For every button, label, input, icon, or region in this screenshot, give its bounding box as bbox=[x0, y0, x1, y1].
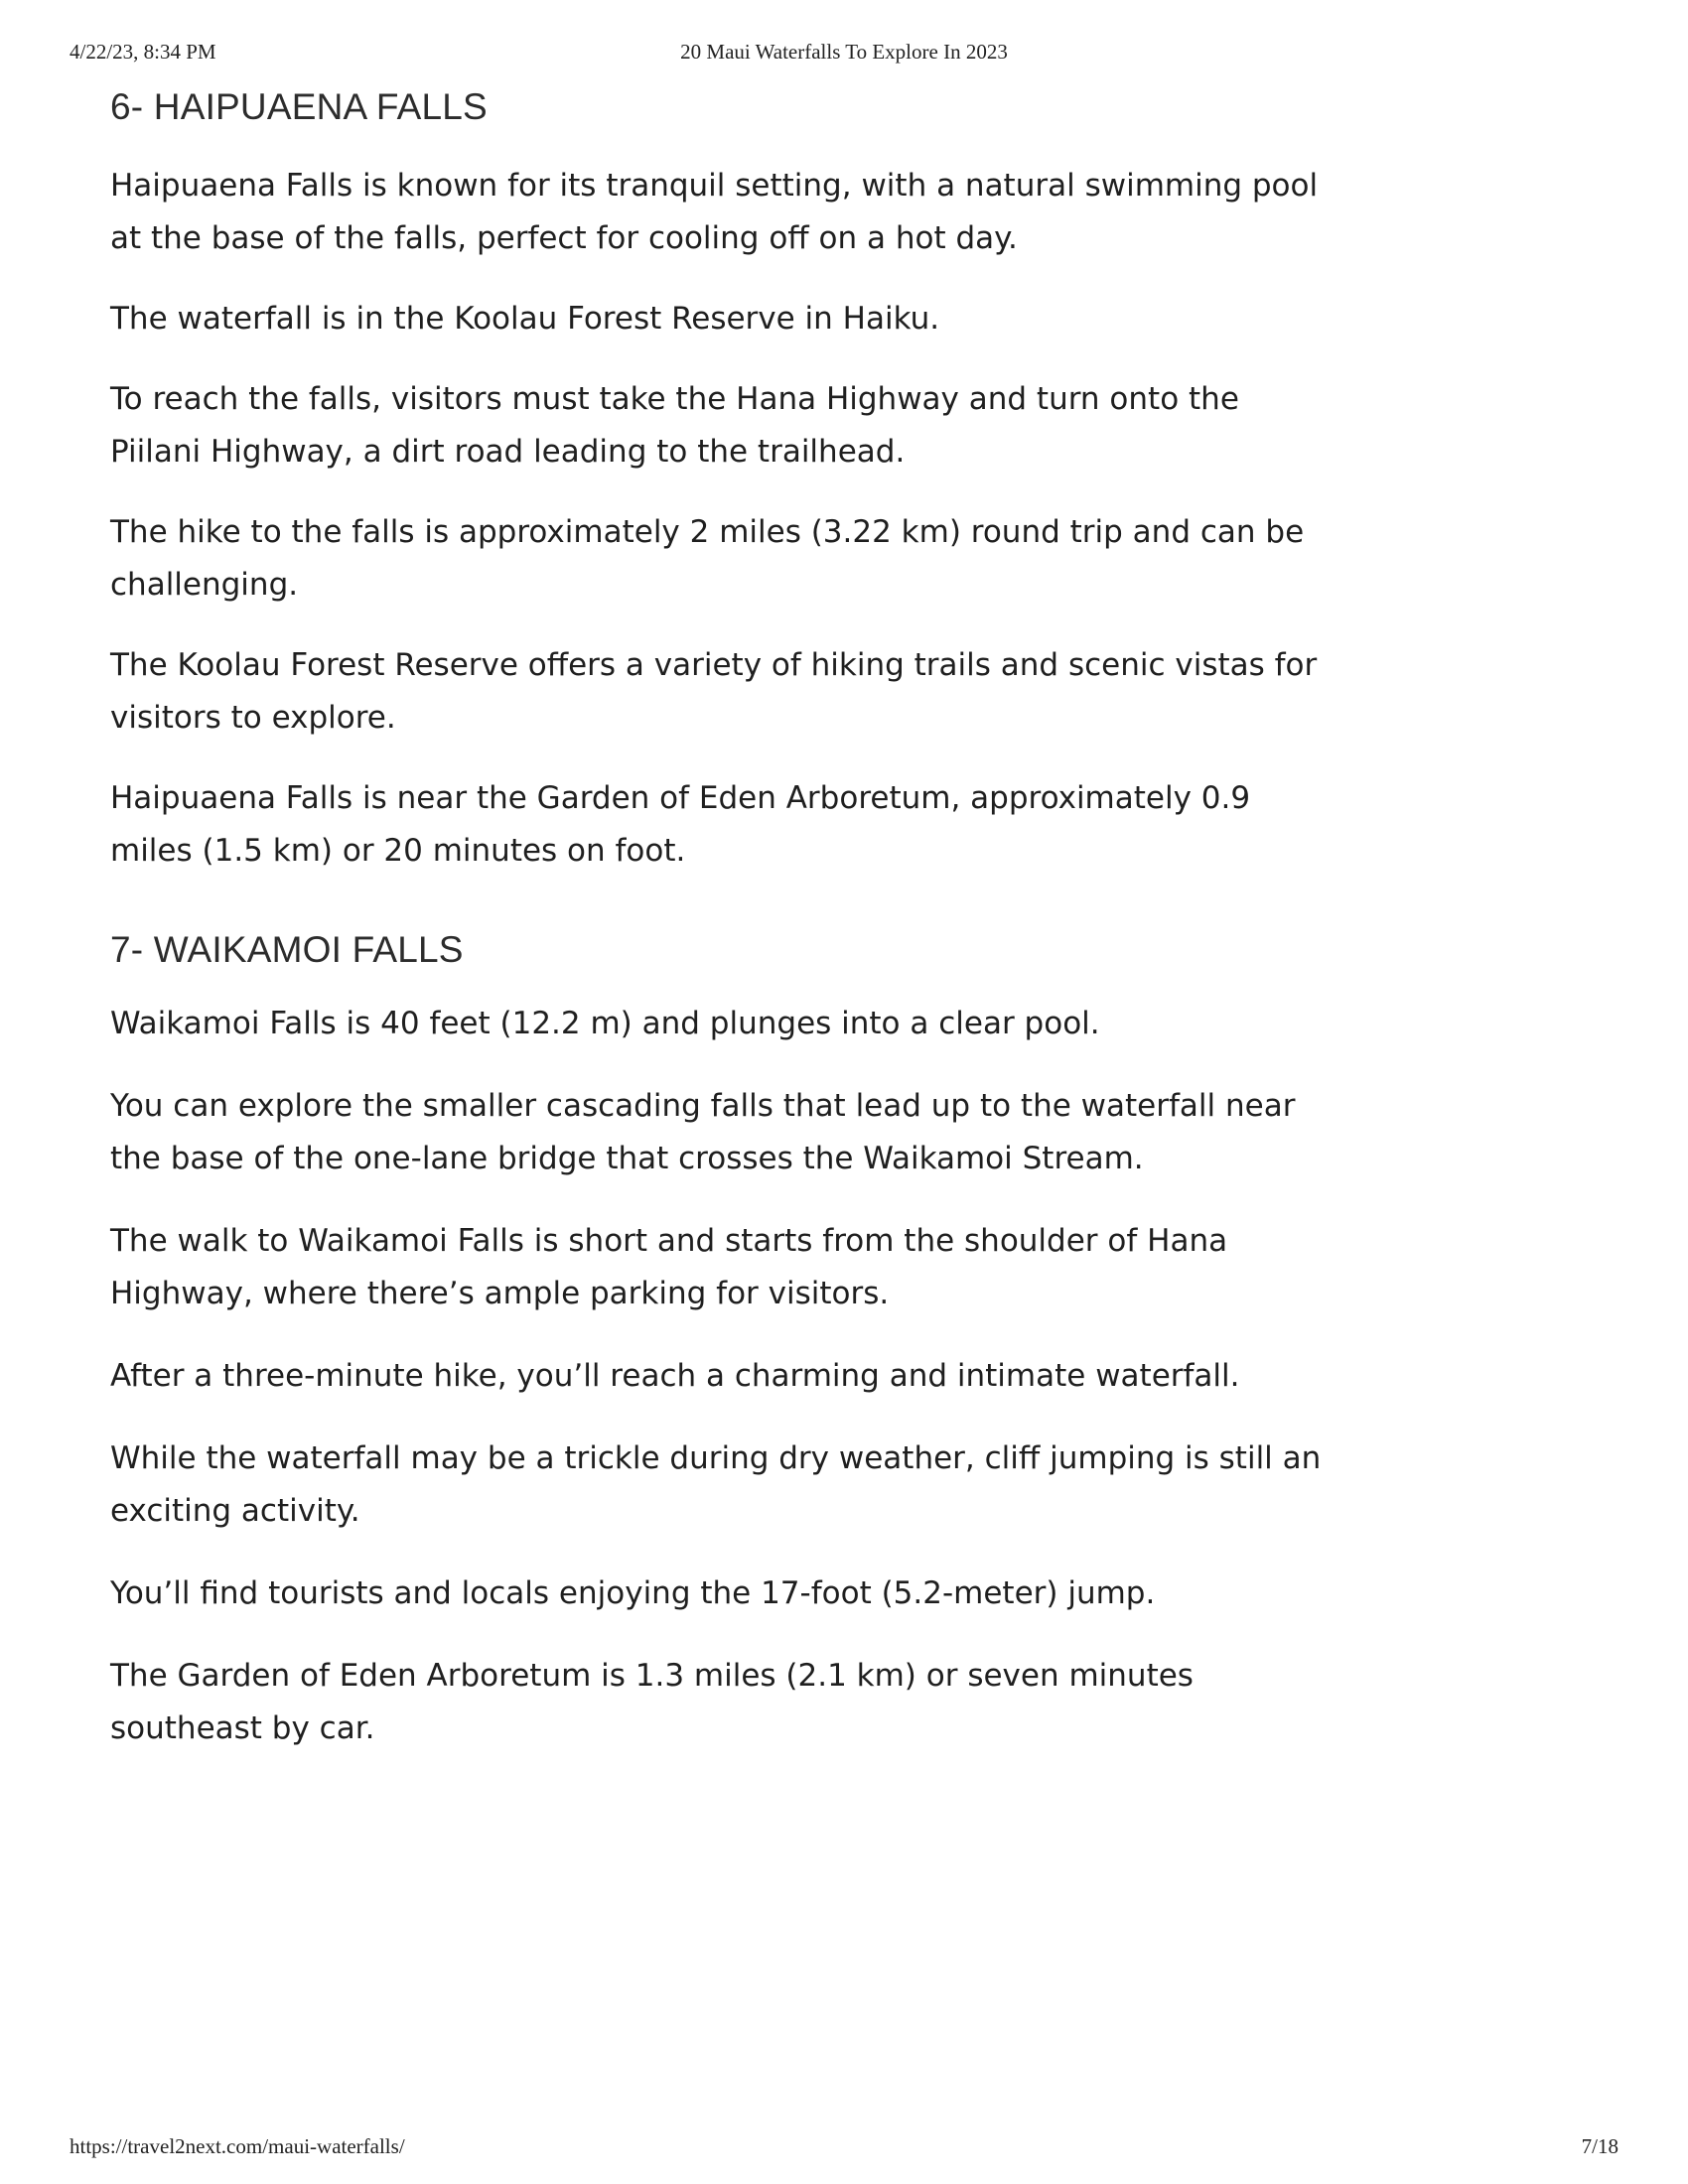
section-heading: 7- WAIKAMOI FALLS bbox=[110, 929, 464, 970]
print-page-title: 20 Maui Waterfalls To Explore In 2023 bbox=[680, 40, 1008, 64]
paragraph: Waikamoi Falls is 40 feet (12.2 m) and plunges into a clear pool. bbox=[110, 1006, 1100, 1041]
article-body bbox=[110, 77, 1322, 1755]
section-heading: 6- HAIPUAENA FALLS bbox=[110, 86, 488, 127]
paragraph: Haipuaena Falls is near the Garden of Eden Arboretum, approximately 0.9 miles (1.5 km) or 20 minutes on foot. bbox=[110, 780, 1251, 869]
print-url: https://travel2next.com/maui-waterfalls/ bbox=[70, 2134, 405, 2158]
paragraph: After a three-minute hike, you’ll reach a charming and intimate waterfall. bbox=[110, 1358, 1240, 1394]
paragraph: To reach the falls, visitors must take the Hana Highway and turn onto the Piilani Highway, a dirt road leading to the trailhead. bbox=[110, 381, 1239, 470]
paragraph: Haipuaena Falls is known for its tranquil setting, with a natural swimming pool at the base of the falls, perfect for cooling off on a hot day. bbox=[110, 168, 1319, 256]
section-waikamoi-falls bbox=[110, 920, 1322, 1755]
paragraph: The hike to the falls is approximately 2 miles (3.22 km) round trip and can be challenging. bbox=[110, 514, 1305, 603]
print-header bbox=[0, 40, 1688, 69]
paragraph: The Garden of Eden Arboretum is 1.3 miles (2.1 km) or seven minutes southeast by car. bbox=[110, 1658, 1194, 1746]
section-haipuaena-falls bbox=[110, 77, 1322, 878]
paragraph: The walk to Waikamoi Falls is short and starts from the shoulder of Hana Highway, where there’s ample parking for visitors. bbox=[110, 1223, 1228, 1311]
paragraph: You’ll find tourists and locals enjoying the 17-foot (5.2-meter) jump. bbox=[110, 1575, 1156, 1611]
print-timestamp: 4/22/23, 8:34 PM bbox=[70, 40, 216, 64]
paragraph: The waterfall is in the Koolau Forest Reserve in Haiku. bbox=[110, 301, 940, 337]
paragraph: You can explore the smaller cascading falls that lead up to the waterfall near the base of the one-lane bridge that crosses the Waikamoi Stream. bbox=[110, 1088, 1296, 1176]
paragraph: The Koolau Forest Reserve offers a variety of hiking trails and scenic vistas for visitors to explore. bbox=[110, 647, 1318, 736]
print-footer bbox=[0, 2134, 1688, 2164]
page-number: 7/18 bbox=[1581, 2134, 1618, 2158]
paragraph: While the waterfall may be a trickle during dry weather, cliff jumping is still an exciting activity. bbox=[110, 1440, 1322, 1529]
